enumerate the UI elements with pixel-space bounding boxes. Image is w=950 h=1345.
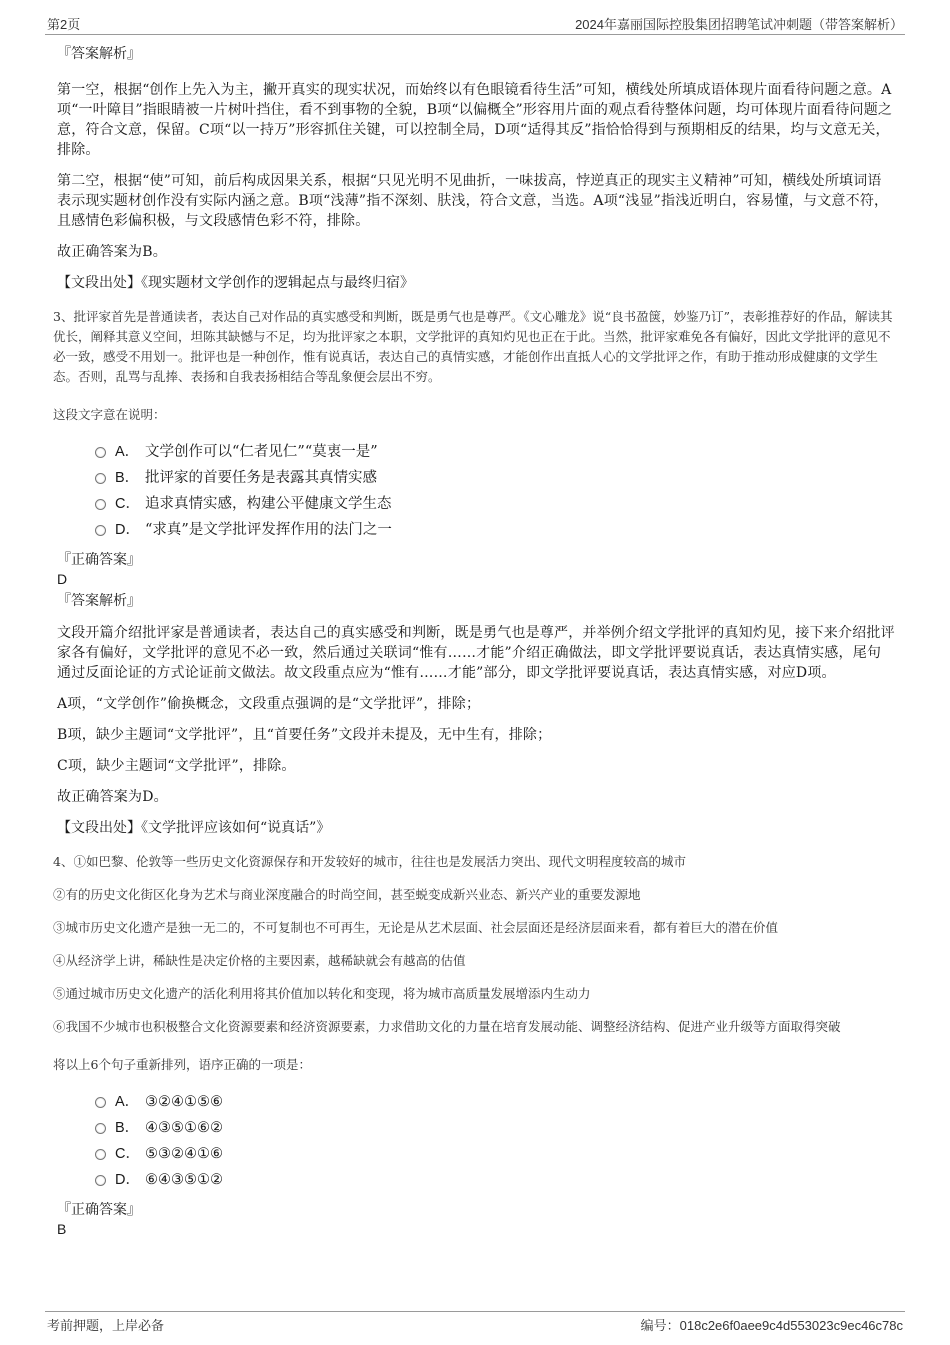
q3-analysis-para: C项，缺少主题词“文学批评”，排除。	[57, 758, 296, 774]
document-title: 2024年嘉丽国际控股集团招聘笔试冲刺题（带答案解析）	[575, 17, 903, 32]
option-letter: D．	[115, 522, 140, 538]
q3-analysis-para: A项，“文学创作”偷换概念，文段重点强调的是“文学批评”，排除；	[57, 696, 481, 712]
option-letter: A．	[115, 1094, 140, 1110]
q3-analysis-para: 文段开篇介绍批评家是普通读者，表达自己的真实感受和判断，既是勇气也是尊严，并举例介绍文学批评的真知灼见，接下来介绍批评家各有偏好，文学批评的意见不必一致，然后通过关联词“惟有……才能”介绍正确做法，即文学批评要说真话，表达真情实感，尾句通过反面论证的方式论证前文做法。故文段重点应为“惟有……才能”部分，即文学批评要说真话，表达真情实感，对应D项。	[57, 625, 895, 681]
q3-option-a[interactable]	[95, 439, 895, 465]
q4-sentence: ⑤通过城市历史文化遗产的活化利用将其价值加以转化和变现，将为城市高质量发展增添内生动力	[53, 986, 591, 1001]
q3-option-b[interactable]	[95, 465, 895, 491]
option-letter: A．	[115, 444, 140, 460]
option-text: “求真”是文学批评发挥作用的法门之一	[145, 522, 392, 538]
option-text: 追求真情实感，构建公平健康文学生态	[145, 496, 392, 512]
radio-icon[interactable]	[95, 1097, 106, 1108]
q4-option-b[interactable]	[95, 1115, 895, 1141]
option-text: ⑤③②④①⑥	[145, 1146, 223, 1162]
q2-analysis-para: 第一空，根据“创作上先入为主，撇开真实的现实状况，而始终以有色眼镜看待生活”可知，横线处所填成语体现片面看待问题之意。A项“一叶障目”指眼睛被一片树叶挡住，看不到事物的全貌，B项“以偏概全”形容用片面的观点看待整体问题，均可体现片面看待问题之意，符合文意，保留。C项“以一持万”形容抓住关键，可以控制全局，D项“适得其反”指恰恰得到与预期相反的结果，均与文意无关，排除。	[57, 82, 893, 158]
q3-option-d[interactable]	[95, 517, 895, 543]
q4-stem: 将以上6个句子重新排列，语序正确的一项是：	[53, 1057, 311, 1072]
q3-answer-label: 『正确答案』	[57, 552, 141, 568]
q3-options	[95, 439, 895, 543]
q3-passage: 3、批评家首先是普通读者，表达自己对作品的真实感受和判断，既是勇气也是尊严。《文心雕龙》说“良书盈箧，妙鉴乃订”，表彰推荐好的作品，解读其优长，阐释其意义空间，坦陈其缺憾与不足，均为批评家之本职，文学批评的真知灼见也正在于此。当然，批评家难免各有偏好，因此文学批评的意见不必一致，感受不用划一。批评也是一种创作，惟有说真话，表达自己的真情实感，才能创作出直抵人心的文学批评之作，有助于推动形成健康的文学生态。否则，乱骂与乱捧、表扬和自我表扬相结合等乱象便会层出不穷。	[53, 309, 893, 384]
document-id: 编号：018c2e6f0aee9c4d553023c9ec46c78c	[640, 1318, 903, 1333]
q2-analysis-para: 第二空，根据“使”可知，前后构成因果关系，根据“只见光明不见曲折，一味拔高，悖逆真正的现实主义精神”可知，横线处所填词语表示现实题材创作没有实际内涵之意。B项“浅薄”指不深刻、肤浅，符合文意，当选。A项“浅显”指浅近明白，容易懂，与文意不符，且感情色彩偏积极，与文段感情色彩不符，排除。	[57, 173, 889, 229]
q2-analysis-conclusion: 故正确答案为B。	[57, 244, 167, 260]
q4-options	[95, 1089, 895, 1193]
q4-answer-label: 『正确答案』	[57, 1202, 141, 1218]
q4-sentence: ④从经济学上讲，稀缺性是决定价格的主要因素，越稀缺就会有越高的估值	[53, 953, 466, 968]
option-text: ⑥④③⑤①②	[145, 1172, 223, 1188]
q2-analysis-label: 『答案解析』	[57, 46, 141, 62]
option-text: 文学创作可以“仁者见仁”“莫衷一是”	[145, 444, 378, 460]
page-header	[45, 12, 905, 35]
q3-option-c[interactable]	[95, 491, 895, 517]
q4-sentence: ②有的历史文化街区化身为艺术与商业深度融合的时尚空间，甚至蜕变成新兴业态、新兴产业的重要发源地	[53, 887, 641, 902]
radio-icon[interactable]	[95, 473, 106, 484]
option-letter: C．	[115, 496, 140, 512]
option-letter: D．	[115, 1172, 140, 1188]
q3-analysis-para: B项，缺少主题词“文学批评”，且“首要任务”文段并未提及，无中生有，排除；	[57, 727, 552, 743]
radio-icon[interactable]	[95, 1123, 106, 1134]
q3-stem: 这段文字意在说明：	[53, 407, 166, 422]
option-text: ④③⑤①⑥②	[145, 1120, 223, 1136]
page-content	[53, 44, 895, 1241]
option-letter: B．	[115, 1120, 140, 1136]
q3-source: 【文段出处】《文学批评应该如何“说真话”》	[57, 820, 331, 836]
option-text: ③②④①⑤⑥	[145, 1094, 223, 1110]
radio-icon[interactable]	[95, 1175, 106, 1186]
q3-analysis-conclusion: 故正确答案为D。	[57, 789, 168, 805]
radio-icon[interactable]	[95, 447, 106, 458]
q4-sentence: ⑥我国不少城市也积极整合文化资源要素和经济资源要素，力求借助文化的力量在培育发展动能、调整经济结构、促进产业升级等方面取得突破	[53, 1019, 841, 1034]
radio-icon[interactable]	[95, 1149, 106, 1160]
q4-option-c[interactable]	[95, 1141, 895, 1167]
q4-sentence: ③城市历史文化遗产是独一无二的，不可复制也不可再生，无论是从艺术层面、社会层面还是经济层面来看，都有着巨大的潜在价值	[53, 920, 779, 935]
q4-answer: B	[57, 1221, 67, 1237]
q3-analysis-label: 『答案解析』	[57, 593, 141, 609]
q4-option-a[interactable]	[95, 1089, 895, 1115]
radio-icon[interactable]	[95, 525, 106, 536]
q2-source: 【文段出处】《现实题材文学创作的逻辑起点与最终归宿》	[57, 275, 414, 291]
page-number: 第2页	[47, 17, 81, 32]
q4-sentence: 4、①如巴黎、伦敦等一些历史文化资源保存和开发较好的城市，往往也是发展活力突出、现代文明程度较高的城市	[53, 854, 686, 869]
page-footer	[45, 1311, 905, 1334]
q4-option-d[interactable]	[95, 1167, 895, 1193]
radio-icon[interactable]	[95, 499, 106, 510]
option-letter: B．	[115, 470, 140, 486]
footer-slogan: 考前押题，上岸必备	[47, 1318, 165, 1333]
option-letter: C．	[115, 1146, 140, 1162]
option-text: 批评家的首要任务是表露其真情实感	[145, 470, 377, 486]
q3-answer: D	[57, 571, 68, 587]
